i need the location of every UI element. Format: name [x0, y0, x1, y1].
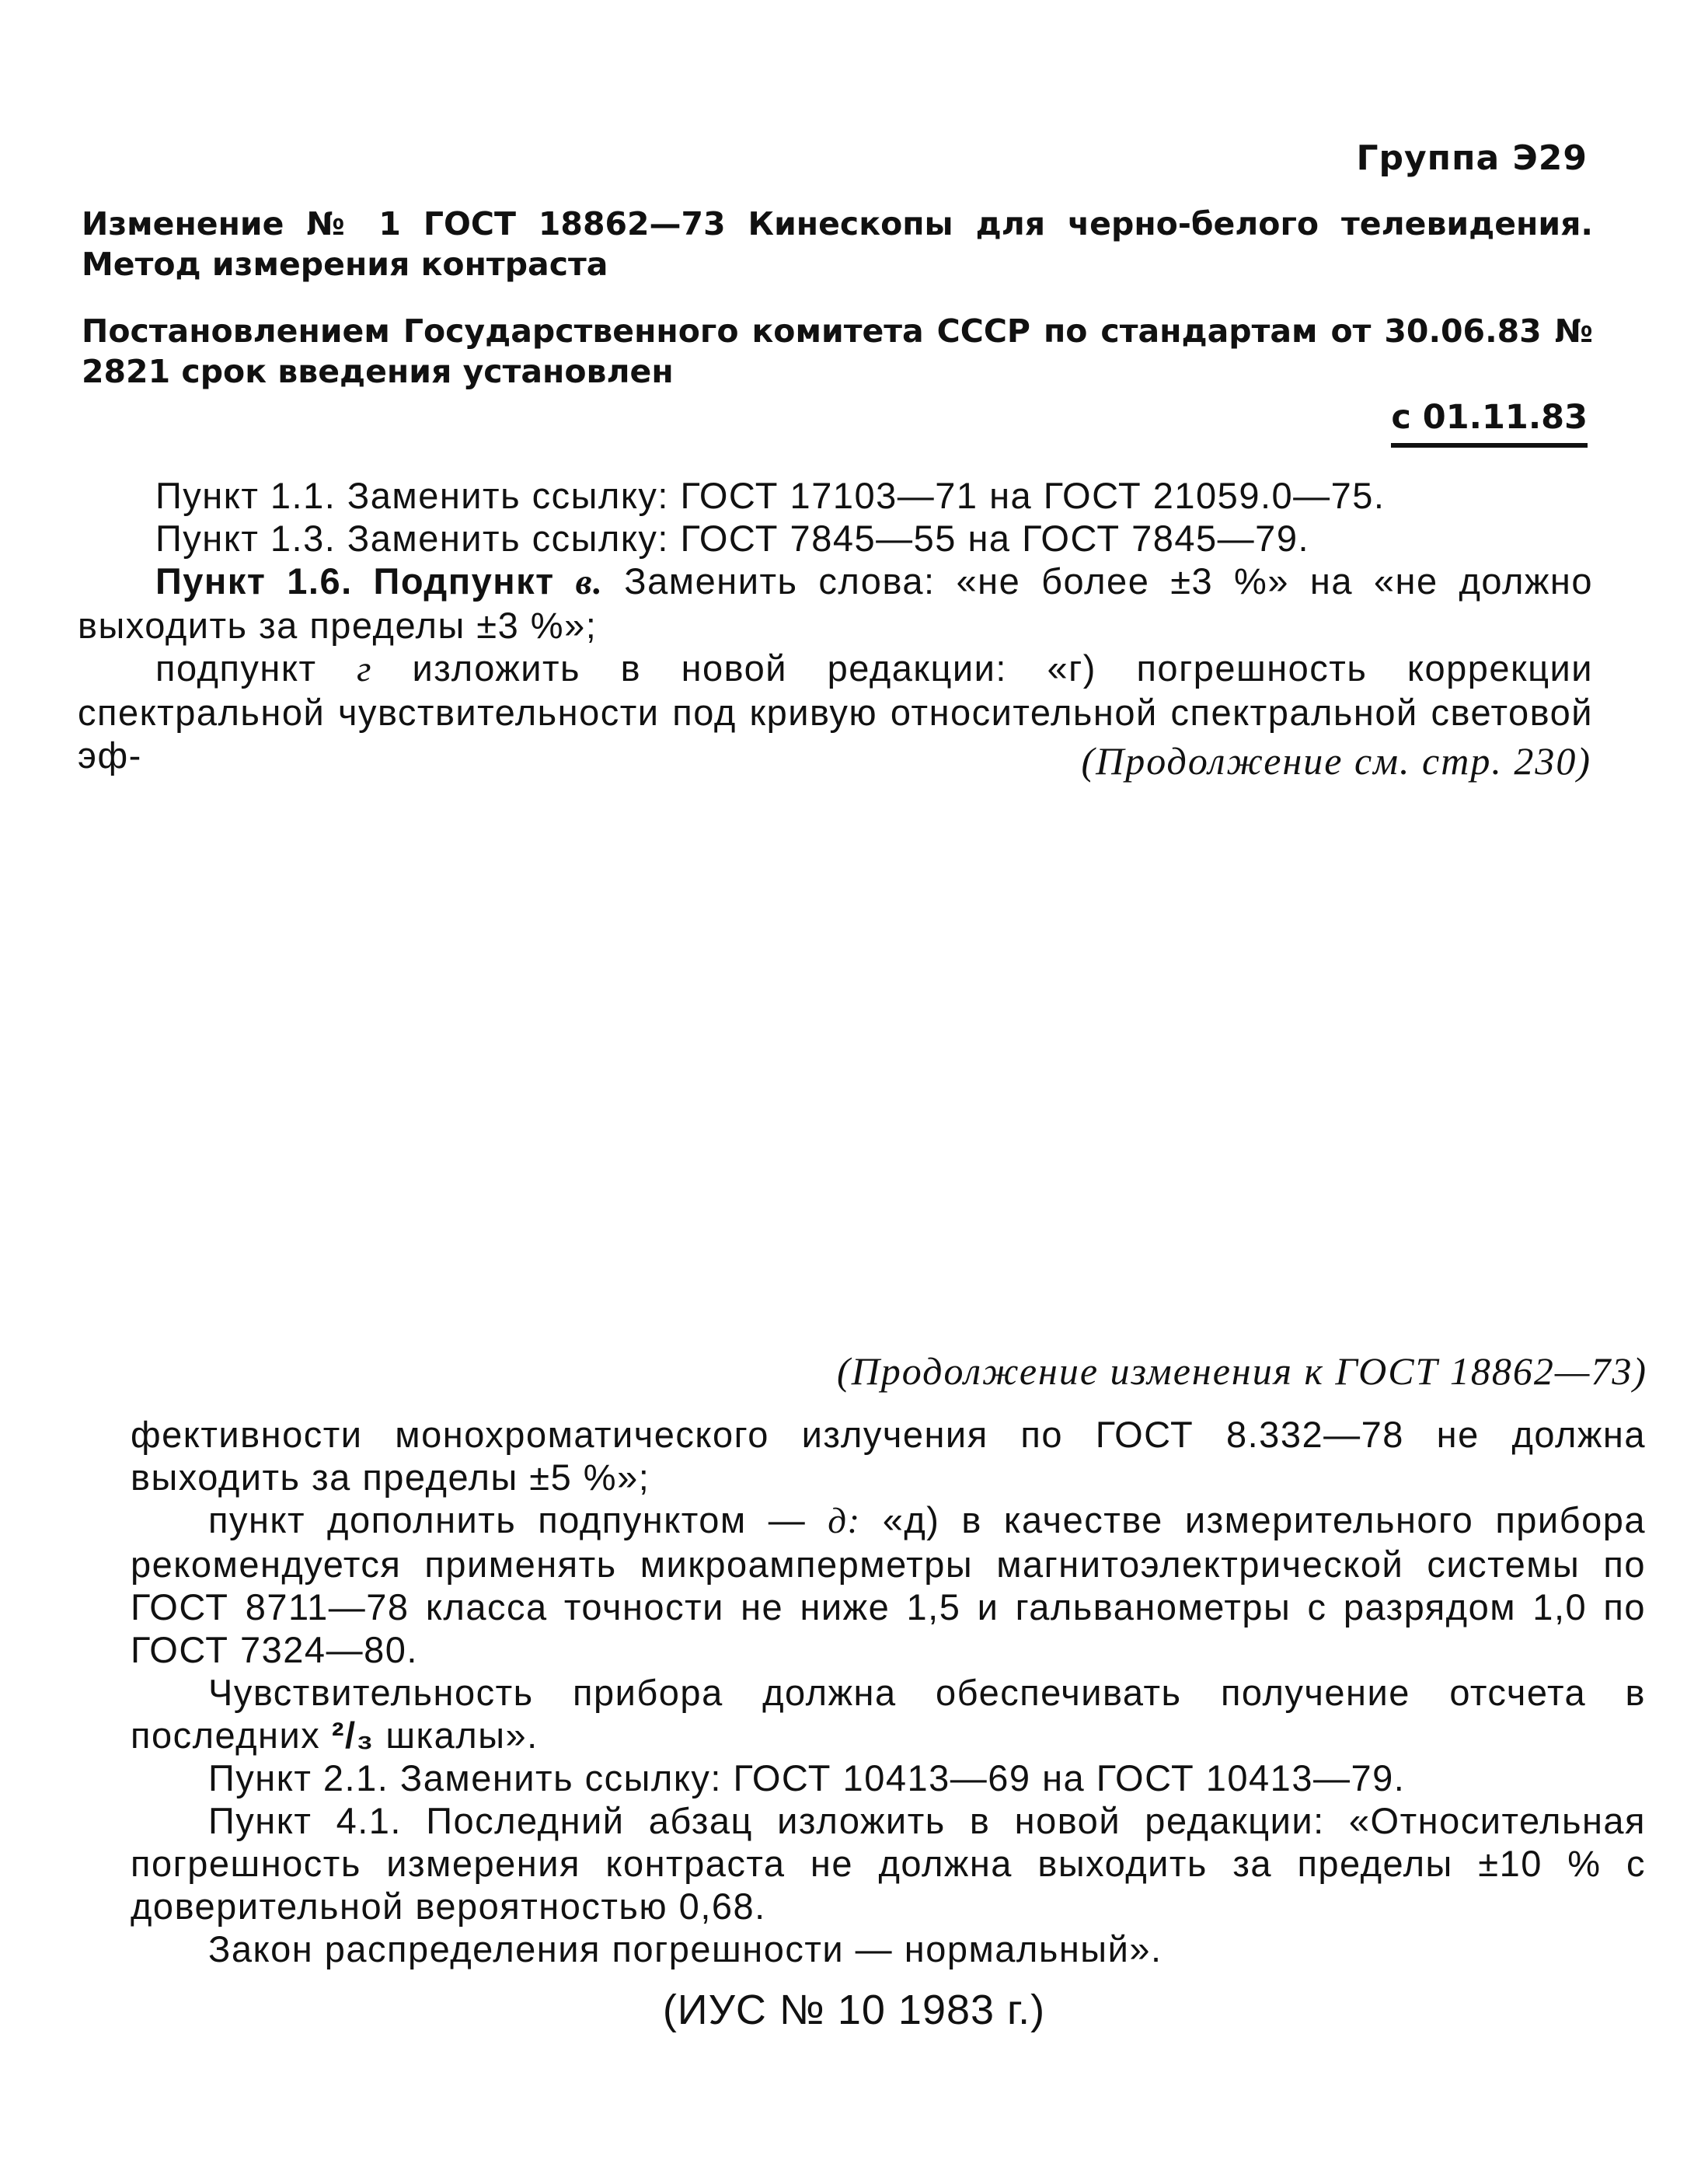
continuation-heading: (Продолжение изменения к ГОСТ 18862—73) — [837, 1349, 1647, 1393]
subpoint-d — [131, 1498, 1646, 1671]
continued-on-page-note: (Продолжение см. стр. 230) — [1081, 739, 1591, 783]
subpoint-letter-d: д: — [828, 1501, 861, 1541]
paragraph-4-1: Пункт 4.1. Последний абзац изложить в новой редакции: «Относительная погрешность измерения контраста не должна выходить за пределы ±10 % с доверительной вероятностью 0,68. — [131, 1800, 1646, 1927]
paragraph-1-6-text: Заменить слова: «не более ±3 %» на «не должно выходить за пределы ±3 %»; — [78, 560, 1593, 646]
group-label: Группа Э29 — [1356, 138, 1588, 178]
sensitivity-suffix: шкалы». — [374, 1715, 539, 1756]
decree-text: Постановлением Государственного комитета СССР по стандартам от 30.06.83 № 2821 срок введения установлен — [82, 312, 1593, 390]
distribution-law: Закон распределения погрешности — нормальный». — [208, 1928, 1162, 1969]
subpoint-letter-g: г — [357, 649, 372, 689]
subpoint-g-prefix: подпункт — [155, 647, 357, 689]
paragraph-1-6 — [78, 560, 1593, 647]
subpoint-g-text: изложить в новой редакции: «г) погрешность коррекции спектральной чувствительности под кривую относительной спектральной световой эф- — [78, 647, 1593, 776]
subpoint-d-prefix: пункт дополнить подпунктом — — [208, 1499, 828, 1540]
paragraph-1-6-label: Пункт 1.6. Подпункт — [155, 560, 555, 602]
continued-text: фективности монохроматического излучения по ГОСТ 8.332—78 не должна выходить за пределы ±5 %»; — [131, 1414, 1646, 1498]
sensitivity-prefix: Чувствительность прибора должна обеспечивать получение отсчета в последних — [131, 1672, 1646, 1756]
paragraph-2-1: Пункт 2.1. Заменить ссылку: ГОСТ 10413—69 на ГОСТ 10413—79. — [208, 1757, 1406, 1798]
paragraph-1-3: Пункт 1.3. Заменить ссылку: ГОСТ 7845—55 на ГОСТ 7845—79. — [155, 518, 1310, 559]
amendment-body-part2 — [131, 1413, 1646, 1970]
subpoint-letter-v: в. — [575, 562, 604, 602]
document-title: Изменение № 1 ГОСТ 18862—73 Кинескопы для черно-белого телевидения. Метод измерения контраста — [82, 205, 1593, 283]
source-reference: (ИУС № 10 1983 г.) — [662, 1987, 1046, 2033]
sensitivity-paragraph — [131, 1671, 1646, 1757]
paragraph-1-1: Пункт 1.1. Заменить ссылку: ГОСТ 17103—71 на ГОСТ 21059.0—75. — [155, 475, 1386, 516]
subpoint-d-text: «д) в качестве измерительного прибора рекомендуется применять микроамперметры магнитоэлектрической системы по ГОСТ 8711—78 класса точности не ниже 1,5 и гальванометры с разрядом 1,0 по ГОСТ 7324—80. — [131, 1499, 1646, 1670]
amendment-body-part1 — [78, 474, 1593, 776]
sensitivity-fraction: ²/₃ — [331, 1715, 375, 1756]
effective-date: с 01.11.83 — [1391, 398, 1588, 448]
